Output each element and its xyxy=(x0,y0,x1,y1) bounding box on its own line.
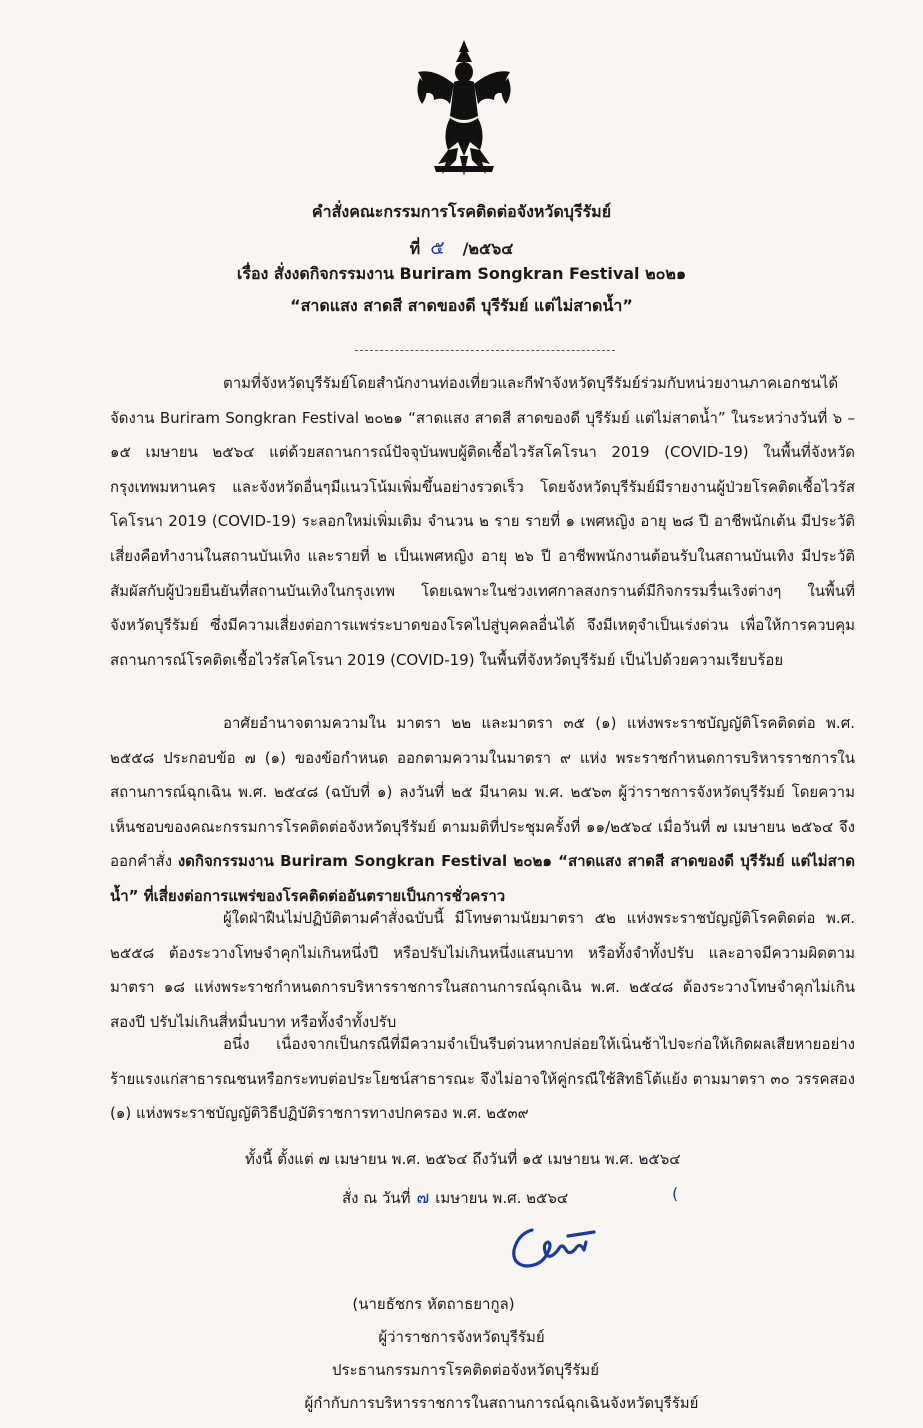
signature-icon xyxy=(498,1220,602,1276)
effective-period: ทั้งนี้ ตั้งแต่ ๗ เมษายน พ.ศ. ๒๕๖๔ ถึงวันที่ ๑๕ เมษายน พ.ศ. ๒๕๖๔ xyxy=(245,1150,681,1168)
subject-line: เรื่อง สั่งงดกิจกรรมงาน Buriram Songkran Festival ๒๐๒๑ xyxy=(236,264,687,283)
handwritten-ordered-day: ๗ xyxy=(416,1188,430,1208)
paragraph-3 xyxy=(110,901,855,1039)
paragraph-2-text xyxy=(110,706,855,914)
paragraph-1 xyxy=(110,366,855,677)
paragraph-4 xyxy=(110,1027,855,1131)
paragraph-1-text: ตามที่จังหวัดบุรีรัมย์โดยสำนักงานท่องเที่ยวและกีฬาจังหวัดบุรีรัมย์ร่วมกับหน่วยงานภาคเอกชนได้จัดงาน Buriram Songkran Festival ๒๐๒๑ “สาดแสง สาดสี สาดของดี บุรีรัมย์ แต่ไม่สาดน้ำ” ในระหว่างวันที่ ๖ – ๑๕ เมษายน ๒๕๖๔ แต่ด้วยสถานการณ์ปัจจุบันพบผู้ติดเชื้อไวรัสโคโรนา 2019 (COVID-19) ในพื้นที่จังหวัดกรุงเทพมหานคร และจังหวัดอื่นๆมีแนวโน้มเพิ่มขึ้นอย่างรวดเร็ว โดยจังหวัดบุรีรัมย์มีรายงานผู้ป่วยโรคติดเชื้อไวรัสโคโรนา 2019 (COVID-19) ระลอกใหม่เพิ่มเติม จำนวน ๒ ราย รายที่ ๑ เพศหญิง อายุ ๒๘ ปี อาชีพนักเต้น มีประวัติเสี่ยงคือทำงานในสถานบันเทิง และรายที่ ๒ เป็นเพศหญิง อายุ ๒๖ ปี อาชีพพนักงานต้อนรับในสถานบันเทิง มีประวัติสัมผัสกับผู้ป่วยยืนยันที่สถานบันเทิงในกรุงเทพ โดยเฉพาะในช่วงเทศกาลสงกรานต์มีกิจกรรมรื่นเริงต่างๆ ในพื้นที่จังหวัดบุรีรัมย์ ซึ่งมีความเสี่ยงต่อการแพร่ระบาดของโรคไปสู่บุคคลอื่นได้ จึงมีเหตุจำเป็นเร่งด่วน เพื่อให้การควบคุมสถานการณ์โรคติดเชื้อไวรัสโคโรนา 2019 (COVID-19) ในพื้นที่จังหวัดบุรีรัมย์ เป็นไปด้วยความเรียบร้อย xyxy=(110,374,855,669)
signatory-title-3: ผู้กำกับการบริหารราชการในสถานการณ์ฉุกเฉินจังหวัดบุรีรัมย์ xyxy=(304,1394,699,1412)
paragraph-2-regular: อาศัยอำนาจตามความใน มาตรา ๒๒ และมาตรา ๓๕ (๑) แห่งพระราชบัญญัติโรคติดต่อ พ.ศ. ๒๕๕๘ ประกอบข้อ ๗ (๑) ของข้อกำหนด ออกตามความในมาตรา ๙ แห่ง พระราชกำหนดการบริหารราชการในสถานการณ์ฉุกเฉิน พ.ศ. ๒๕๔๘ (ฉบับที่ ๑) ลงวันที่ ๒๕ มีนาคม พ.ศ. ๒๕๖๓ ผู้ว่าราชการจังหวัดบุรีรัมย์ โดยความเห็นชอบของคณะกรรมการโรคติดต่อจังหวัดบุรีรัมย์ ตามมติที่ประชุมครั้งที่ ๑๑/๒๕๖๔ เมื่อวันที่ ๗ เมษายน ๒๕๖๔ จึงออกคำสั่ง xyxy=(110,714,855,871)
handwritten-mark: ( xyxy=(672,1184,679,1203)
number-prefix: ที่ xyxy=(409,239,421,258)
number-suffix: /๒๕๖๔ xyxy=(462,239,514,258)
handwritten-order-number: ๕ xyxy=(430,237,445,259)
paragraph-2 xyxy=(110,706,855,914)
signatory-name: (นายธัชกร หัตถาธยากูล) xyxy=(352,1295,515,1313)
subject-quote: “สาดแสง สาดสี สาดของดี บุรีรัมย์ แต่ไม่สาดน้ำ” xyxy=(290,296,633,315)
ordered-suffix: เมษายน พ.ศ. ๒๕๖๔ xyxy=(435,1189,569,1207)
order-number-line xyxy=(0,233,923,263)
ordered-date-line xyxy=(342,1184,568,1211)
order-heading: คำสั่งคณะกรรมการโรคติดต่อจังหวัดบุรีรัมย์ xyxy=(311,202,612,221)
ordered-prefix: สั่ง ณ วันที่ xyxy=(342,1189,411,1207)
signatory-title-2: ประธานกรรมการโรคติดต่อจังหวัดบุรีรัมย์ xyxy=(332,1361,599,1379)
paragraph-3-text: ผู้ใดฝ่าฝืนไม่ปฏิบัติตามคำสั่งฉบับนี้ มีโทษตามนัยมาตรา ๕๒ แห่งพระราชบัญญัติโรคติดต่อ พ.ศ. ๒๕๕๘ ต้องระวางโทษจำคุกไม่เกินหนึ่งปี หรือปรับไม่เกินหนึ่งแสนบาท หรือทั้งจำทั้งปรับ และอาจมีความผิดตามมาตรา ๑๘ แห่งพระราชกำหนดการบริหารราชการในสถานการณ์ฉุกเฉิน พ.ศ. ๒๕๔๘ ต้องระวางโทษจำคุกไม่เกินสองปี ปรับไม่เกินสี่หมื่นบาท หรือทั้งจำทั้งปรับ xyxy=(110,909,855,1031)
garuda-emblem-icon xyxy=(412,38,516,180)
paragraph-4-text: อนึ่ง เนื่องจากเป็นกรณีที่มีความจำเป็นรีบด่วนหากปล่อยให้เนิ่นช้าไปจะก่อให้เกิดผลเสียหายอย่างร้ายแรงแก่สาธารณชนหรือกระทบต่อประโยชน์สาธารณะ จึงไม่อาจให้คู่กรณีใช้สิทธิโต้แย้ง ตามมาตรา ๓๐ วรรคสอง (๑) แห่งพระราชบัญญัติวิธีปฏิบัติราชการทางปกครอง พ.ศ. ๒๕๓๙ xyxy=(110,1035,855,1123)
divider xyxy=(355,350,615,351)
signatory-title-1: ผู้ว่าราชการจังหวัดบุรีรัมย์ xyxy=(378,1328,545,1346)
paragraph-2-bold: งดกิจกรรมงาน Buriram Songkran Festival ๒๐๒๑ “สาดแสง สาดสี สาดของดี บุรีรัมย์ แต่ไม่สาดน้ำ” ที่เสี่ยงต่อการแพร่ของโรคติดต่ออันตรายเป็นการชั่วคราว xyxy=(110,852,855,905)
